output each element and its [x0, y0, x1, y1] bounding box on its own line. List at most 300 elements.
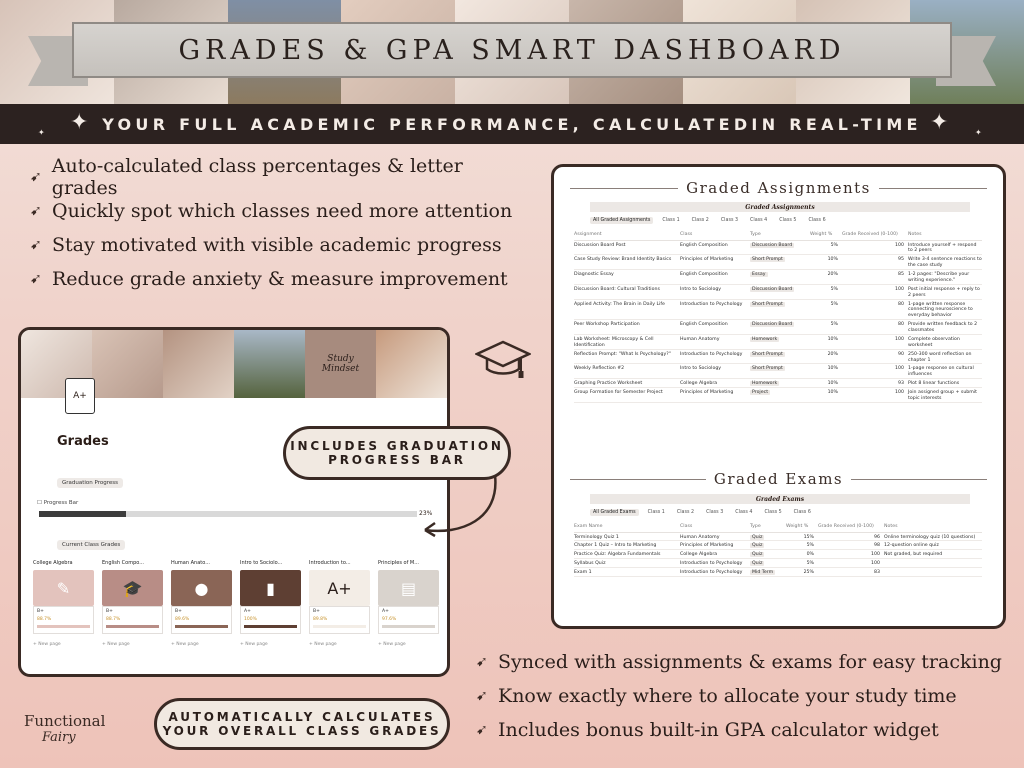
exams-db-title: Graded Exams: [590, 494, 970, 504]
cell-text: Introduction to Psychology: [680, 351, 743, 357]
table-row[interactable]: [574, 255, 982, 270]
table-cell: [680, 541, 750, 550]
table-row[interactable]: [574, 541, 982, 550]
cell-text: English Composition: [680, 322, 728, 328]
new-page-text: New page: [245, 642, 268, 647]
table-cell: [908, 364, 982, 379]
table-cell: [810, 320, 842, 335]
table-cell: [680, 320, 750, 335]
callout-line: INCLUDES GRADUATION: [290, 439, 504, 453]
cell-text: 10%: [827, 336, 838, 342]
table-cell: [810, 388, 842, 403]
progress-bar-label: ☐ Progress Bar: [37, 500, 79, 506]
cell-text: 25%: [803, 570, 814, 575]
cell-text: Syllabus Quiz: [574, 561, 606, 567]
card-percent: 97.6%: [382, 617, 397, 622]
card-meta: [102, 606, 163, 634]
table-cell: [884, 568, 982, 577]
table-cell: [810, 255, 842, 270]
type-tag: Quiz: [752, 534, 763, 540]
table-cell: [574, 568, 680, 577]
card-class-icon: ✎: [33, 570, 94, 606]
table-cell: [908, 349, 982, 364]
table-row[interactable]: [574, 320, 982, 335]
cell-text: 1-page written response connecting neuroscience to everyday behavior: [908, 301, 973, 319]
class-grade-card[interactable]: [378, 560, 439, 647]
card-class-name: Introduction to...: [309, 560, 351, 566]
cell-text: Weekly Reflection #2: [574, 366, 625, 372]
table-cell: [680, 299, 750, 320]
db-view-tab[interactable]: Class 1: [662, 218, 680, 223]
column-header[interactable]: Weight %: [810, 230, 842, 240]
callout-line: YOUR OVERALL CLASS GRADES: [162, 724, 442, 738]
cell-text: 20%: [827, 351, 838, 357]
table-cell: [884, 532, 982, 541]
class-grade-card[interactable]: [240, 560, 301, 647]
table-cell: [680, 334, 750, 349]
subtitle-bar: [0, 104, 1024, 144]
table-cell: [750, 568, 786, 577]
card-class-icon: ▮: [240, 570, 301, 606]
table-cell: [574, 379, 680, 388]
table-cell: [574, 349, 680, 364]
cell-text: Intro to Sociology: [680, 366, 722, 372]
table-cell: [680, 240, 750, 255]
feature-text: Synced with assignments & exams for easy tracking: [498, 651, 1002, 673]
title-plate: [72, 22, 952, 78]
table-row[interactable]: [574, 388, 982, 403]
cell-text: Discussion Board: Cultural Traditions: [574, 286, 660, 292]
cell-text: Introduction to Psychology: [680, 570, 743, 575]
card-letter-grade: A+: [382, 609, 389, 614]
table-cell: [680, 568, 750, 577]
chip-label: Current Class Grades: [62, 542, 121, 548]
card-color-bar: [382, 625, 435, 628]
table-cell: [786, 568, 818, 577]
table-cell: [750, 559, 786, 568]
column-header[interactable]: Assignment: [574, 230, 680, 240]
cell-text: 5%: [830, 242, 838, 248]
card-letter-grade: B+: [175, 609, 182, 614]
brand-logo: [24, 712, 105, 745]
graduation-progress-bar: [39, 511, 417, 517]
class-grade-card[interactable]: [102, 560, 163, 647]
table-cell: [680, 388, 750, 403]
grades-title: Grades: [57, 434, 109, 449]
cell-text: Online terminology quiz (10 questions): [884, 534, 976, 540]
table-cell: [842, 379, 908, 388]
table-cell: [908, 379, 982, 388]
type-tag: Discussion Board: [752, 242, 793, 248]
callout-line: AUTOMATICALLY CALCULATES: [168, 710, 436, 724]
feature-text: Quickly spot which classes need more attention: [52, 200, 513, 222]
column-header[interactable]: Class: [680, 522, 750, 532]
table-row[interactable]: [574, 550, 982, 559]
type-tag: Homework: [752, 381, 778, 387]
type-tag: Quiz: [752, 561, 763, 567]
type-tag: Short Prompt: [752, 301, 783, 307]
cell-text: 5%: [806, 561, 814, 567]
table-cell: [786, 559, 818, 568]
table-cell: [750, 550, 786, 559]
cell-text: Post initial response + reply to 2 peers: [908, 286, 980, 298]
table-cell: [908, 299, 982, 320]
type-tag: Quiz: [752, 543, 763, 549]
sparkle-icon: ✦: [70, 110, 89, 135]
graduation-cap-icon: [475, 338, 531, 382]
class-grade-card[interactable]: [171, 560, 232, 647]
card-color-bar: [244, 625, 297, 628]
sparkle-icon: ✦: [930, 110, 949, 135]
new-page-link[interactable]: + New page: [102, 642, 130, 647]
table-cell: [818, 568, 884, 577]
cell-text: 100: [895, 242, 904, 248]
table-cell: [750, 255, 810, 270]
table-cell: [750, 284, 810, 299]
cell-text: 5%: [830, 286, 838, 292]
table-cell: [818, 559, 884, 568]
cell-text: Terminology Quiz 1: [574, 534, 619, 540]
cell-text: Diagnostic Essay: [574, 272, 614, 277]
table-cell: [810, 334, 842, 349]
card-class-icon: ●: [171, 570, 232, 606]
cell-text: Chapter 1 Quiz – Intro to Marketing: [574, 543, 657, 549]
feature-item: [30, 228, 530, 262]
cell-text: 10%: [827, 381, 838, 387]
table-row[interactable]: [574, 379, 982, 388]
card-color-bar: [175, 625, 228, 628]
table-row[interactable]: [574, 559, 982, 568]
grades-page-window: [18, 327, 450, 677]
table-cell: [810, 270, 842, 285]
table-cell: [818, 541, 884, 550]
current-class-grades-chip[interactable]: [57, 540, 125, 550]
cell-text: Peer Workshop Participation: [574, 322, 640, 328]
cell-text: Principles of Marketing: [680, 390, 734, 395]
new-page-text: New page: [107, 642, 130, 647]
cell-text: 12-question online quiz: [884, 543, 939, 549]
table-cell: [680, 364, 750, 379]
table-cell: [750, 349, 810, 364]
auto-calculate-callout: [154, 698, 450, 750]
cell-text: 100: [871, 552, 880, 558]
new-page-link[interactable]: + New page: [309, 642, 337, 647]
arrow-bullet-icon: ➹: [30, 169, 42, 185]
table-cell: [574, 550, 680, 559]
table-cell: [750, 364, 810, 379]
feature-text: Know exactly where to allocate your study time: [498, 685, 957, 707]
card-color-bar: [313, 625, 366, 628]
cell-text: Practice Quiz: Algebra Fundamentals: [574, 552, 661, 558]
table-cell: [842, 388, 908, 403]
table-cell: [810, 240, 842, 255]
table-cell: [842, 320, 908, 335]
column-header[interactable]: Grade Received (0-100): [818, 522, 884, 532]
cover-script-text: Study Mindset: [321, 354, 360, 374]
db-view-tab[interactable]: Class 1: [647, 510, 665, 515]
db-view-tab[interactable]: Class 4: [735, 510, 753, 515]
db-view-tab[interactable]: Class 6: [808, 218, 826, 223]
table-cell: [908, 240, 982, 255]
cell-text: 90: [898, 351, 904, 357]
column-header[interactable]: Type: [750, 230, 810, 240]
card-class-name: Human Anato...: [171, 560, 210, 566]
feature-item: [476, 713, 1016, 747]
section-title-text: Graded Exams: [713, 470, 844, 488]
card-meta: [378, 606, 439, 634]
new-page-link[interactable]: + New page: [240, 642, 268, 647]
cell-text: Discussion Board Post: [574, 242, 626, 248]
card-letter-grade: A+: [244, 609, 251, 614]
table-cell: [842, 240, 908, 255]
table-cell: [786, 532, 818, 541]
cell-text: English Composition: [680, 242, 728, 248]
db-view-tab[interactable]: Class 4: [750, 218, 768, 223]
feature-item: [30, 155, 530, 199]
divider-line: [851, 479, 987, 480]
cell-text: Case Study Review: Brand Identity Basics: [574, 257, 672, 263]
card-color-bar: [106, 625, 159, 628]
cell-text: Exam 1: [574, 570, 592, 575]
table-cell: [574, 270, 680, 285]
table-cell: [810, 349, 842, 364]
type-tag: Discussion Board: [752, 322, 793, 328]
table-row[interactable]: [574, 349, 982, 364]
arrow-bullet-icon: ➹: [30, 203, 42, 219]
feature-text: Includes bonus built-in GPA calculator widget: [498, 719, 939, 741]
table-cell: [908, 255, 982, 270]
cell-text: Human Anatomy: [680, 534, 720, 540]
arrow-bullet-icon: ➹: [476, 688, 488, 704]
sparkle-icon: ✦: [975, 128, 982, 137]
column-header[interactable]: Exam Name: [574, 522, 680, 532]
cell-text: 83: [874, 570, 880, 575]
db-view-tab[interactable]: Class 2: [691, 218, 709, 223]
section-title-text: Graded Assignments: [686, 179, 871, 197]
cell-text: Intro to Sociology: [680, 286, 722, 292]
table-cell: [574, 284, 680, 299]
assignments-table: [574, 230, 982, 403]
cell-text: 98: [874, 543, 880, 549]
feature-item: [30, 194, 530, 228]
table-cell: [574, 532, 680, 541]
table-cell: [750, 532, 786, 541]
table-row[interactable]: [574, 284, 982, 299]
card-meta: [240, 606, 301, 634]
divider-line: [570, 188, 678, 189]
cell-text: Introduction to Psychology: [680, 561, 743, 567]
table-cell: [574, 388, 680, 403]
table-cell: [908, 270, 982, 285]
assignments-tabs: [590, 217, 829, 224]
column-header[interactable]: Notes: [884, 522, 982, 532]
page-icon-text: A+: [73, 391, 87, 401]
table-row[interactable]: [574, 240, 982, 255]
table-cell: [884, 550, 982, 559]
table-cell: [574, 255, 680, 270]
feature-text: Reduce grade anxiety & measure improvement: [52, 268, 508, 290]
card-meta: [33, 606, 94, 634]
table-cell: [574, 541, 680, 550]
exams-section-title: [554, 470, 1003, 488]
divider-line: [570, 479, 706, 480]
cell-text: Join assigned group + submit topic interests: [908, 390, 977, 401]
feature-text: Auto-calculated class percentages & letter grades: [51, 155, 463, 199]
db-view-tab[interactable]: All Graded Assignments: [590, 217, 653, 224]
type-tag: Quiz: [752, 552, 763, 558]
progress-label-text: Progress Bar: [43, 500, 79, 506]
cell-text: 5%: [830, 301, 838, 307]
db-view-tab[interactable]: Class 5: [779, 218, 797, 223]
table-cell: [842, 270, 908, 285]
column-header[interactable]: Class: [680, 230, 750, 240]
card-class-name: Intro to Sociolo...: [240, 560, 283, 566]
table-cell: [842, 349, 908, 364]
table-cell: [842, 364, 908, 379]
brand-line-1: Functional: [24, 712, 106, 730]
table-cell: [750, 240, 810, 255]
new-page-text: New page: [176, 642, 199, 647]
graded-records-window: [551, 164, 1006, 629]
card-color-bar: [37, 625, 90, 628]
table-cell: [908, 320, 982, 335]
cell-text: 1-page response on cultural influences: [908, 366, 974, 378]
table-cell: [750, 270, 810, 285]
type-tag: Essay: [752, 272, 766, 277]
cell-text: 5%: [830, 322, 838, 328]
card-letter-grade: B+: [313, 609, 320, 614]
feature-list-bottom: [476, 645, 1016, 747]
table-row[interactable]: [574, 532, 982, 541]
table-row[interactable]: [574, 299, 982, 320]
db-view-tab[interactable]: Class 3: [706, 510, 724, 515]
progress-percent: 23%: [419, 510, 433, 517]
card-meta: [171, 606, 232, 634]
table-cell: [574, 559, 680, 568]
card-class-icon: A+: [309, 570, 370, 606]
new-page-link[interactable]: + New page: [33, 642, 61, 647]
type-tag: Short Prompt: [752, 351, 783, 357]
new-page-link[interactable]: + New page: [171, 642, 199, 647]
table-row[interactable]: [574, 364, 982, 379]
table-cell: [680, 270, 750, 285]
table-cell: [574, 364, 680, 379]
table-cell: [842, 284, 908, 299]
cell-text: 100: [895, 336, 904, 342]
db-view-tab[interactable]: Class 2: [676, 510, 695, 515]
cell-text: Graphing Practice Worksheet: [574, 381, 643, 387]
card-class-name: English Compo...: [102, 560, 144, 566]
exams-tabs: [590, 509, 814, 516]
table-cell: [680, 255, 750, 270]
table-cell: [750, 541, 786, 550]
divider-line: [879, 188, 987, 189]
table-row[interactable]: [574, 568, 982, 577]
feature-item: [30, 262, 530, 296]
table-cell: [750, 299, 810, 320]
assignments-section-title: [554, 179, 1003, 197]
new-page-link[interactable]: + New page: [378, 642, 406, 647]
cell-text: College Algebra: [680, 552, 718, 558]
type-tag: Short Prompt: [752, 366, 783, 372]
cell-text: 10%: [827, 366, 838, 372]
table-cell: [842, 334, 908, 349]
db-view-tab[interactable]: Class 3: [720, 218, 739, 223]
type-tag: Mid Term: [752, 570, 774, 575]
progress-fill: [39, 511, 126, 517]
card-class-name: Principles of M...: [378, 560, 420, 566]
card-percent: 89.6%: [175, 617, 190, 622]
table-cell: [750, 379, 810, 388]
table-cell: [680, 379, 750, 388]
table-cell: [750, 320, 810, 335]
new-page-text: New page: [383, 642, 406, 647]
cell-text: Introduce yourself + respond to 2 peers: [908, 242, 977, 254]
cell-text: 1-2 pages: "Describe your writing experience.": [908, 272, 970, 283]
cell-text: 85: [898, 272, 904, 277]
arrow-bullet-icon: ➹: [476, 654, 488, 670]
cell-text: 100: [895, 390, 904, 395]
class-grade-card[interactable]: [309, 560, 370, 647]
table-cell: [680, 532, 750, 541]
arrow-bullet-icon: ➹: [30, 271, 42, 287]
cell-text: Plot 8 linear functions: [908, 381, 960, 387]
feature-item: [476, 679, 1016, 713]
column-header[interactable]: Type: [750, 522, 786, 532]
cell-text: 20%: [827, 272, 838, 277]
page-title: GRADES & GPA SMART DASHBOARD: [178, 34, 846, 66]
column-header[interactable]: Weight %: [786, 522, 818, 532]
cell-text: Complete observation worksheet: [908, 336, 960, 348]
cell-text: 10%: [827, 390, 838, 395]
class-grade-card[interactable]: [33, 560, 94, 647]
feature-list-top: [30, 155, 530, 296]
graduation-progress-chip[interactable]: [57, 478, 123, 488]
table-row[interactable]: [574, 334, 982, 349]
cell-text: Lab Worksheet: Microscopy & Cell Identification: [574, 336, 654, 348]
table-cell: [786, 550, 818, 559]
cell-text: Human Anatomy: [680, 336, 720, 342]
cell-text: Principles of Marketing: [680, 543, 734, 549]
card-class-icon: 🎓: [102, 570, 163, 606]
db-view-tab[interactable]: Class 6: [793, 510, 811, 515]
table-cell: [786, 541, 818, 550]
new-page-text: New page: [38, 642, 61, 647]
cell-text: 95: [898, 257, 904, 263]
column-header[interactable]: Notes: [908, 230, 982, 240]
table-cell: [574, 334, 680, 349]
cell-text: 100: [895, 286, 904, 292]
cell-text: Group Formation for Semester Project: [574, 390, 663, 395]
card-percent: 89.8%: [313, 617, 328, 622]
table-cell: [908, 388, 982, 403]
cell-text: 10%: [827, 257, 838, 263]
feature-text: Stay motivated with visible academic progress: [52, 234, 502, 256]
feature-item: [476, 645, 1016, 679]
callout-line: PROGRESS BAR: [328, 453, 466, 467]
cell-text: College Algebra: [680, 381, 718, 387]
table-cell: [884, 541, 982, 550]
table-cell: [680, 559, 750, 568]
new-page-text: New page: [314, 642, 337, 647]
db-view-tab[interactable]: All Graded Exams: [590, 509, 639, 516]
chip-label: Graduation Progress: [62, 480, 118, 486]
brand-line-2: Fairy: [42, 730, 76, 745]
column-header[interactable]: Grade Received (0-100): [842, 230, 908, 240]
db-view-tab[interactable]: Class 5: [764, 510, 782, 515]
table-row[interactable]: [574, 270, 982, 285]
table-cell: [810, 379, 842, 388]
